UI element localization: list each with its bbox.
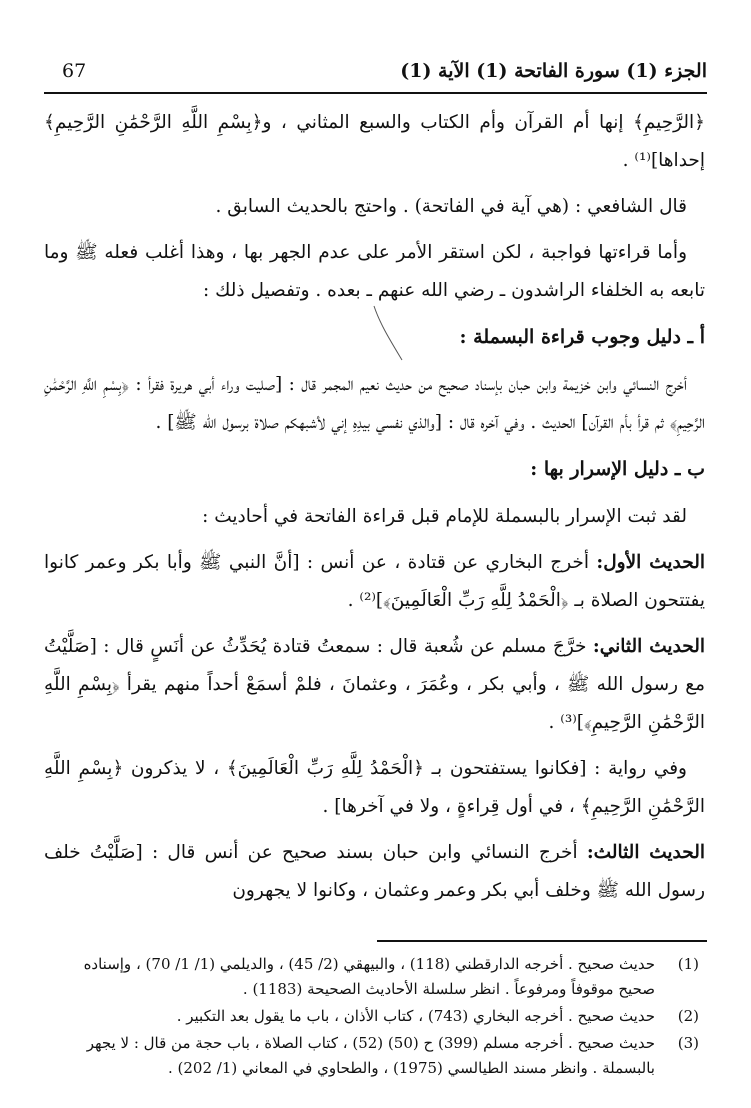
paragraph-4: أخرج النسائي وابن خزيمة وابن حبان بإسناد صحيح من حديث نعيم المجمر قال : [صليت وراء أبي هريرة فقرأ : ﴿بِسْمِ اللَّهِ الرَّحْمَٰنِ الرَّحِيمِ﴾ ثم قرأ بأم القرآن] الحديث . وفي آخره قال : [والذي نفسي بيدِهِ إني لأشبهكم صلاة برسول الله ﷺ] . [44, 374, 705, 433]
hadith-1-label: الحديث الأول: [596, 552, 705, 573]
footnote-separator [377, 940, 707, 942]
footnote-text: حديث صحيح . أخرجه مسلم (399) ح (50) (52) ، كتاب الصلاة ، باب حجة من قال : لا يجهر بالبسملة . وانظر مسند الطيالسي (1975) ، والطحاوي في المعاني (1/ 202) . [86, 1034, 655, 1077]
footnote-number: (1) [677, 955, 699, 973]
footnote-number: (3) [677, 1034, 699, 1052]
hadith-2 [44, 628, 705, 742]
hadith-1 [44, 544, 705, 620]
footnote-number: (2) [677, 1007, 699, 1025]
paragraph-2: قال الشافعي : (هي آية في الفاتحة) . واحتج بالحديث السابق . [215, 196, 687, 217]
footnote-2 [44, 1004, 707, 1029]
main-text [44, 104, 705, 918]
paragraph-3: وأما قراءتها فواجبة ، لكن استقر الأمر على عدم الجهر بها ، وهذا أغلب فعله ﷺ وما تابعه به الخلفاء الراشدون ـ رضي الله عنهم ـ بعده . وتفصيل ذلك : [44, 242, 705, 301]
section-heading-a: أ ـ دليل وجوب قراءة البسملة : [459, 326, 705, 348]
paragraph-riwaya: وفي رواية : [فكانوا يستفتحون بـ ﴿الْحَمْدُ لِلَّهِ رَبِّ الْعَالَمِينَ﴾ ، لا يذكرون ﴿بِسْمِ اللَّهِ الرَّحْمَٰنِ الرَّحِيمِ﴾ ، في أول قِراءةٍ ، ولا في آخرها] . [44, 758, 705, 817]
footnote-1 [44, 952, 707, 1002]
footnote-3 [44, 1031, 707, 1081]
hadith-2-text: خرَّجَ مسلم عن شُعبة قال : سمعتُ قتادة يُحَدِّثُ عن أنَسٍ قال : [صَلَّيْتُ مع رسول الله ﷺ ، وأبي بكر ، وعُمَرَ ، وعثمانَ ، فلمْ أسمَعْ أحداً منهم يقرأ ﴿بِسْمِ اللَّهِ الرَّحْمَٰنِ الرَّحِيمِ﴾]⁽³⁾ . [44, 636, 705, 733]
hadith-2-label: الحديث الثاني: [592, 636, 706, 657]
hadith-3-label: الحديث الثالث: [586, 842, 705, 863]
hadith-1-text: أخرج البخاري عن قتادة ، عن أنس : [أنَّ النبي ﷺ وأبا بكر وعمر كانوا يفتتحون الصلاة بـ ﴿الْحَمْدُ لِلَّهِ رَبِّ الْعَالَمِينَ﴾]⁽²⁾ . [44, 552, 705, 611]
footnotes [44, 952, 707, 1083]
paragraph-5: لقد ثبت الإسرار بالبسملة للإمام قبل قراءة الفاتحة في أحاديث : [202, 506, 687, 527]
header-title: الجزء (1) سورة الفاتحة (1) الآية (1) [400, 60, 707, 82]
hadith-3-text: أخرج النسائي وابن حبان بسند صحيح عن أنس قال : [صَلَّيْتُ خلف رسول الله ﷺ وخلف أبي بكر وعمر وعثمان ، وكانوا لا يجهرون [44, 842, 705, 901]
page-number: 67 [62, 60, 87, 82]
section-heading-b: ب ـ دليل الإسرار بها : [530, 458, 705, 480]
paragraph-1: ﴿الرَّحِيمِ﴾ إنها أم القرآن وأم الكتاب والسبع المثاني ، و﴿بِسْمِ اللَّهِ الرَّحْمَٰنِ الرَّحِيمِ﴾ إحداها]⁽¹⁾ . [44, 112, 705, 171]
footnote-text: حديث صحيح . أخرجه الدارقطني (118) ، والبيهقي (2/ 45) ، والديلمي (1/ 1/ 70) ، وإسناده صحيح موقوفاً ومرفوعاً . انظر سلسلة الأحاديث الصحيحة (1183) . [83, 955, 655, 998]
hadith-3 [44, 834, 705, 910]
footnote-text: حديث صحيح . أخرجه البخاري (743) ، كتاب الأذان ، باب ما يقول بعد التكبير . [176, 1007, 655, 1025]
running-header [44, 58, 707, 94]
